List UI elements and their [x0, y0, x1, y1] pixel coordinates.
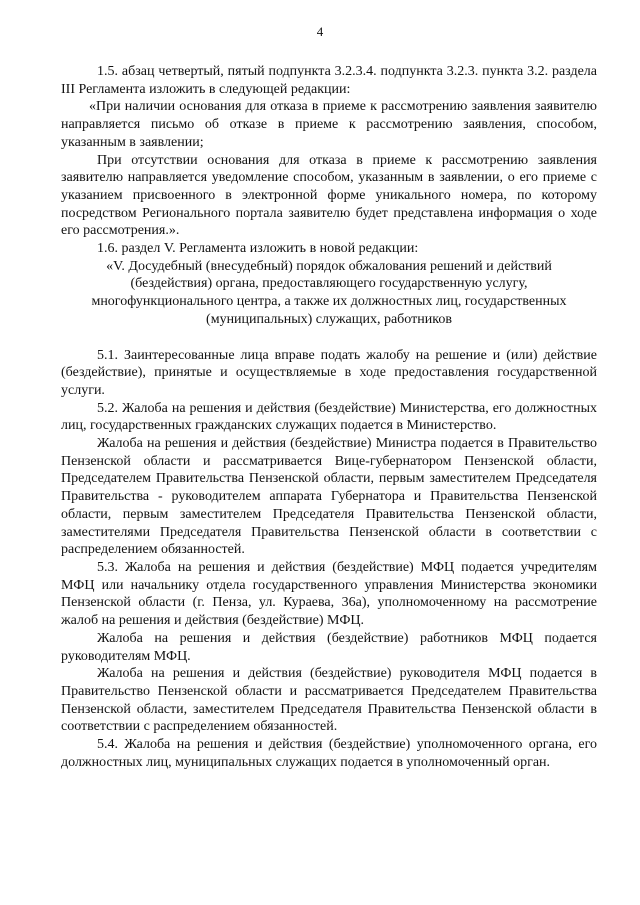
- paragraph-mfc-workers: Жалоба на решения и действия (бездействие) работников МФЦ подается руководителям МФЦ.: [61, 630, 597, 664]
- paragraph-mfc-head: Жалоба на решения и действия (бездействие) руководителя МФЦ подается в Правительство Пензенской области и рассматривается Председателем Правительства Пензенской области, заместителем Председателя Правительства Пензенской области в соответствии с распределением обязанностей.: [61, 666, 597, 735]
- paragraph-1-6: 1.6. раздел V. Регламента изложить в новой редакции:: [97, 241, 419, 257]
- paragraph-5-1: 5.1. Заинтересованные лица вправе подать жалобу на решение и (или) действие (бездействие), принятые и осуществляемые в ходе предоставления государственной услуги.: [61, 347, 597, 398]
- heading-line: (бездействия) органа, предоставляющего государственную услугу,: [130, 276, 528, 292]
- paragraph-5-2: 5.2. Жалоба на решения и действия (бездействие) Министерства, его должностных лиц, государственных гражданских служащих подается в Министерство.: [61, 400, 597, 434]
- paragraph-1-5: 1.5. абзац четвертый, пятый подпункта 3.2.3.4. подпункта 3.2.3. пункта 3.2. раздела III Регламента изложить в следующей редакции:: [61, 64, 597, 97]
- paragraph-no-refusal: При отсутствии основания для отказа в приеме к рассмотрению заявления заявителю направляется уведомление способом, указанным в заявлении, о его приеме с указанием присвоенного в электронной форме уникального номера, по которому посредством Регионального портала заявителю будет представлена информация о ходе его рассмотрения.».: [61, 152, 597, 239]
- document-body: [61, 63, 597, 771]
- paragraph-5-3: 5.3. Жалоба на решения и действия (бездействие) МФЦ подается учредителям МФЦ или начальнику отдела государственного управления Министерства экономики Пензенской области (г. Пенза, ул. Кураева, 36а), уполномоченному на рассмотрение жалоб на решения и действия (бездействие) МФЦ.: [61, 559, 597, 629]
- heading-line: «V. Досудебный (внесудебный) порядок обжалования решений и действий: [106, 258, 552, 274]
- paragraph-minister-complaint: Жалоба на решения и действия (бездействие) Министра подается в Правительство Пензенской области и рассматривается Вице-губернатором Пензенской области, Председателем Правительства Пензенской области, первым заместителем Председателя Правительства - руководителем аппарата Губернатора и Правительства Пензенской области, первым заместителем Председателя Правительства Пензенской области, заместителями Председателя Правительства Пензенской области в соответствии с распределением обязанностей.: [61, 436, 597, 558]
- blank-line: [61, 329, 597, 347]
- paragraph-quote-refusal: «При наличии основания для отказа в приеме к рассмотрению заявления заявителю направляется письмо об отказе в приеме к рассмотрению заявления, способом, указанным в заявлении;: [61, 99, 597, 150]
- section-heading: [61, 258, 597, 329]
- heading-line: многофункционального центра, а также их должностных лиц, государственных: [91, 294, 567, 310]
- heading-line: (муниципальных) служащих, работников: [206, 311, 452, 327]
- paragraph-5-4: 5.4. Жалоба на решения и действия (бездействие) уполномоченного органа, его должностных лиц, муниципальных служащих подается в уполномоченный орган.: [61, 737, 597, 770]
- page-number: 4: [316, 24, 324, 39]
